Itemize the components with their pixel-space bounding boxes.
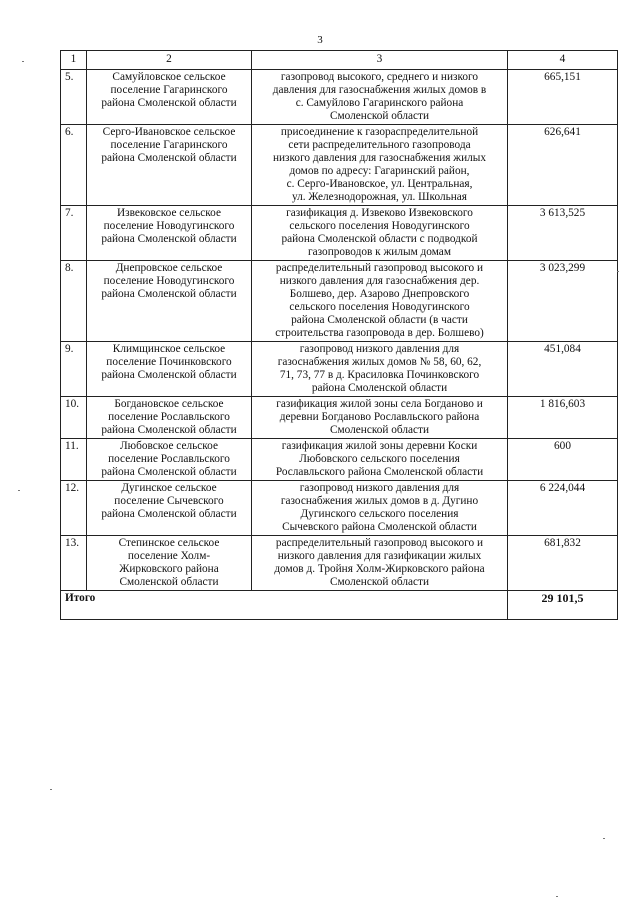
row-number: 6.	[61, 125, 87, 206]
table-row	[61, 342, 618, 397]
header-col-2: 2	[87, 51, 252, 70]
amount-value: 626,641	[508, 125, 618, 206]
project-description: газопровод низкого давления для газоснабжения жилых домов № 58, 60, 62, 71, 73, 77 в д. Красиловка Починковского района Смоленской области	[252, 342, 508, 397]
project-description: газопровод высокого, среднего и низкого давления для газоснабжения жилых домов в с. Самуйлово Гагаринского района Смоленской области	[252, 70, 508, 125]
settlement-name: Богдановское сельское поселение Рославльского района Смоленской области	[87, 397, 252, 439]
header-col-4: 4	[508, 51, 618, 70]
projects-table	[60, 50, 618, 620]
table-row	[61, 481, 618, 536]
settlement-name: Самуйловское сельское поселение Гагаринского района Смоленской области	[87, 70, 252, 125]
total-value: 29 101,5	[508, 591, 618, 620]
table-row	[61, 70, 618, 125]
page-number: 3	[317, 34, 323, 46]
settlement-name: Дугинское сельское поселение Сычевского района Смоленской области	[87, 481, 252, 536]
total-label: Итого	[61, 591, 508, 620]
project-description: распределительный газопровод высокого и низкого давления для газоснабжения дер. Болшево, дер. Азарово Днепровского сельского поселения Новодугинского района Смоленской области (в части строительства газопровода в дер. Болшево)	[252, 261, 508, 342]
project-description: присоединение к газораспределительной сети распределительного газопровода низкого давления для газоснабжения жилых домов по адресу: Гагаринский район, с. Серго-Ивановское, ул. Центральная, ул. Железнодорожная, ул. Школьная	[252, 125, 508, 206]
total-row	[61, 591, 618, 620]
row-number: 13.	[61, 536, 87, 591]
row-number: 8.	[61, 261, 87, 342]
project-description: газификация жилой зоны деревни Коски Любовского сельского поселения Рославльского района Смоленской области	[252, 439, 508, 481]
settlement-name: Любовское сельское поселение Рославльского района Смоленской области	[87, 439, 252, 481]
table-row	[61, 125, 618, 206]
settlement-name: Днепровское сельское поселение Новодугинского района Смоленской области	[87, 261, 252, 342]
row-number: 5.	[61, 70, 87, 125]
table-row	[61, 439, 618, 481]
header-col-1: 1	[61, 51, 87, 70]
table-row	[61, 536, 618, 591]
amount-value: 3 023,299	[508, 261, 618, 342]
project-description: распределительный газопровод высокого и низкого давления для газификации жилых домов д. Тройня Холм-Жирковского района Смоленской области	[252, 536, 508, 591]
scan-speck	[556, 896, 558, 897]
amount-value: 1 816,603	[508, 397, 618, 439]
scan-speck	[50, 789, 52, 790]
scan-speck	[603, 838, 605, 839]
table-row	[61, 261, 618, 342]
row-number: 7.	[61, 206, 87, 261]
amount-value: 665,151	[508, 70, 618, 125]
settlement-name: Серго-Ивановское сельское поселение Гагаринского района Смоленской области	[87, 125, 252, 206]
amount-value: 6 224,044	[508, 481, 618, 536]
project-description: газификация жилой зоны села Богданово и деревни Богданово Рославльского района Смоленской области	[252, 397, 508, 439]
table-row	[61, 397, 618, 439]
header-col-3: 3	[252, 51, 508, 70]
settlement-name: Извековское сельское поселение Новодугинского района Смоленской области	[87, 206, 252, 261]
amount-value: 600	[508, 439, 618, 481]
scan-speck	[22, 61, 24, 62]
amount-value: 681,832	[508, 536, 618, 591]
scan-speck	[617, 271, 619, 272]
project-description: газопровод низкого давления для газоснабжения жилых домов в д. Дугино Дугинского сельского поселения Сычевского района Смоленской области	[252, 481, 508, 536]
row-number: 12.	[61, 481, 87, 536]
settlement-name: Степинское сельское поселение Холм- Жирковского района Смоленской области	[87, 536, 252, 591]
project-description: газификация д. Извеково Извековского сельского поселения Новодугинского района Смоленской области с подводкой газопроводов к жилым домам	[252, 206, 508, 261]
header-row	[61, 51, 618, 70]
scan-speck	[18, 490, 20, 491]
amount-value: 451,084	[508, 342, 618, 397]
amount-value: 3 613,525	[508, 206, 618, 261]
row-number: 10.	[61, 397, 87, 439]
row-number: 9.	[61, 342, 87, 397]
table-row	[61, 206, 618, 261]
settlement-name: Климщинское сельское поселение Починковского района Смоленской области	[87, 342, 252, 397]
row-number: 11.	[61, 439, 87, 481]
